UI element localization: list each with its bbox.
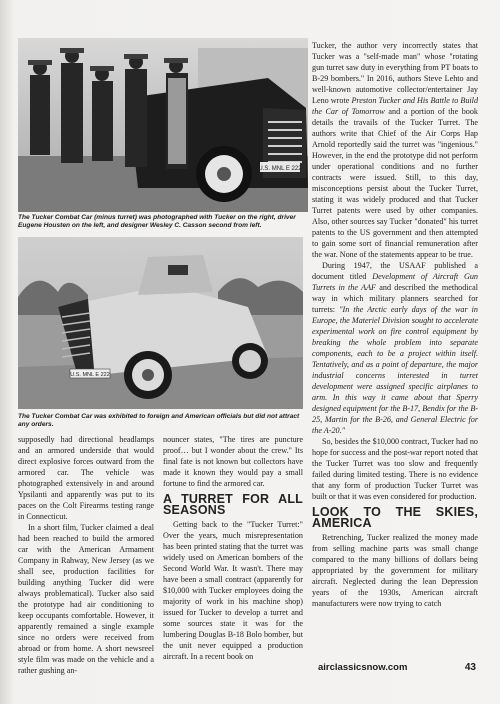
plate-text: U.S. MNL E 222 — [70, 372, 110, 378]
section-heading: A TURRET FOR ALL SEASONS — [163, 492, 303, 517]
paragraph: nouncer states, "The tires are puncture proof… but I wonder about the crew." Its final fate is not known but collectors have made it known they would pay a small fortune to find the armored car. — [163, 435, 303, 488]
paragraph: In a short film, Tucker claimed a deal had been reached to build the armored car with the American Armament Company in Rahway, New Jersey (as we shall see, production facilities for building anything Tucker did were always problematical). Tucker also said the prototype had air conditioning to keep occupants comfortable. However, it apparently remained a single example since no orders were received from abroad or from home. A short newsreel style film was made on the vehicle and a rather gushing an- — [18, 523, 154, 675]
column-middle — [163, 434, 303, 662]
column-left — [18, 434, 154, 676]
caption-middle-photo: The Tucker Combat Car was exhibited to foreign and American officials but did not attract any orders. — [18, 413, 300, 428]
paragraph: Getting back to the "Tucker Turret:" Over the years, much misrepresentation has been printed stating that the turret was widely used on American bombers of the Second World War. It wasn't. There may have been a small contract (apparently for $10,000 with Tucker employees doing the majority of work in his machine shop) issued for Tucker to develop a turret and some sources state it was for the lumbering Douglas B-18 Bolo bomber, but the unit never equipped a production aircraft. In a recent book on — [163, 520, 303, 661]
photo-combat-car-field — [18, 237, 303, 409]
paragraph: supposedly had directional headlamps and an armored underside that would direct explosive forces outward from the armored car. The vehicle was photographed extensively in and around Ypsilanti and apparently was put to its paces on the Colt Firearms testing range in Connecticut. — [18, 435, 154, 521]
column-right — [312, 40, 478, 609]
quote: "In the Arctic early days of the war in Europe, the Materiel Division sought to accelerate experimental work on fire control equipment by breaking the whole problem into separate components, each to be a project within itself. Tentatively, and as a point of departure, the major industrial concerns interested in turret development were assigned specific airplanes to arm. In this way it came about that Sperry designed equipment for the B-17, Bendix for the B-25, Martin for the B-26, and General Electric for the A-20." — [312, 305, 478, 435]
paragraph: So, besides the $10,000 contract, Tucker had no hope for success and the post-war report noted that the Tucker Turret was too slow and frequently failed during limited testing. There is no evidence that any form of production Tucker Turret was built or that it was even considered for production. — [312, 437, 478, 501]
section-heading: LOOK TO THE SKIES, AMERICA — [312, 505, 478, 530]
plate-text: U.S. MNL E 222 — [258, 166, 302, 172]
paragraph: During 1947, the USAAF published a document titled Development of Aircraft Gun Turrets in the AAF and described the methodical way in which military planners searched for turrets: "In the Arctic early days of the war in Europe, the Materiel Division sought to accelerate experimental work on fire control equipment by breaking the whole problem into separate components, each to be a project within itself. Tentatively, and as a point of departure, the major industrial concerns interested in turret development were assigned specific airplanes to arm. In this way it came about that Sperry designed equipment for the B-17, Bendix for the B-25, Martin for the B-26, and General Electric for the A-20." — [312, 261, 478, 435]
photo-combat-car-group — [18, 38, 308, 212]
caption-top-photo: The Tucker Combat Car (minus turret) was photographed with Tucker on the right, driver Eugene Housten on the left, and designer Wesley C. Casson second from left. — [18, 214, 296, 229]
footer-website: airclassicsnow.com — [318, 662, 408, 673]
page-number: 43 — [464, 662, 476, 673]
paragraph: Retrenching, Tucker realized the money made from selling machine parts was small change compared to the many billions of dollars being appropriated by the government for military aircraft. Neglected during the lean Depression years of the 1930s, American aircraft manufacturers were now trying to catch — [312, 533, 478, 608]
document-title: Development of Aircraft Gun Turrets in the AAF — [312, 272, 478, 292]
paragraph: Tucker, the author very incorrectly states that Tucker was a "self-made man" whose "rotating gun turret saw duty in everything from PT boats to B-29 bombers." In 2016, authors Steve Lehto and well-known automotive collector/entertainer Jay Leno wrote Preston Tucker and His Battle to Build the Car of Tomorrow and a portion of the book details the travails of the Tucker Turret. The authors write that Chief of the Air Corps Hap Arnold reportedly said the turret was "ingenious." However, in the end the prototype did not perform under operational conditions and no further contracts were issued. Still, to this day, misconceptions persist about the Tucker Turret, stating it was widely produced and that Tucker Turret patents were used by other companies. Also, other sources say Tucker "donated" his turret patents to the US government and then attempted to gain some sort of financial remuneration after the war. None of the statements appear to be true. — [312, 41, 479, 259]
book-title: Preston Tucker and His Battle to Build the Car of Tomorrow — [312, 96, 479, 116]
page-footer — [318, 662, 476, 673]
